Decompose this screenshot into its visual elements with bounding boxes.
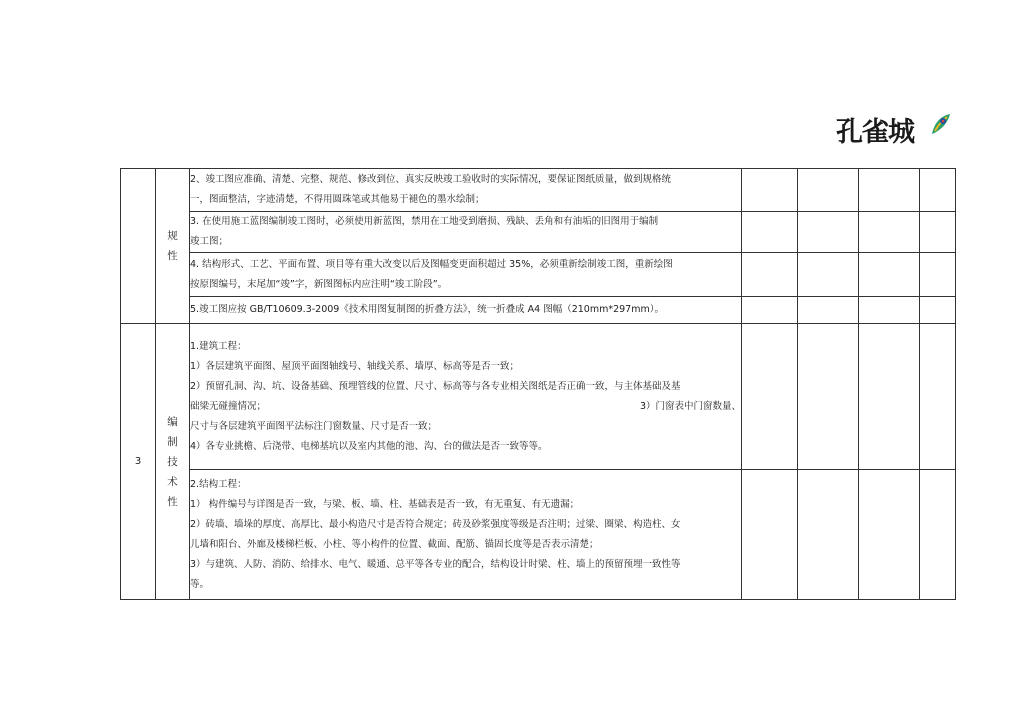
check-cell[interactable] [920, 470, 956, 600]
check-cell[interactable] [859, 212, 920, 253]
check-cell[interactable] [798, 324, 859, 470]
check-cell[interactable] [798, 212, 859, 253]
table-row [121, 169, 956, 212]
check-cell[interactable] [859, 253, 920, 297]
checklist-item: 5.竣工图应按 GB/T10609.3-2009《技术用图复制图的折叠方法》，统一折叠成 A4 图幅（210mm*297mm）。 [190, 297, 742, 324]
checklist-item: 4. 结构形式、工艺、平面布置、项目等有重大改变以后及图幅变更面积超过 35%，必须重新绘制竣工图，重新绘图 按原图编号，末尾加“竣”字，新图图标内应注明“竣工阶段”。 [190, 253, 742, 297]
check-cell[interactable] [859, 470, 920, 600]
check-cell[interactable] [798, 169, 859, 212]
check-cell[interactable] [920, 297, 956, 324]
section-category: 编 制 技 术 性 [156, 324, 190, 600]
review-checklist-table [120, 168, 956, 600]
check-cell[interactable] [798, 253, 859, 297]
section-category: 规 性 [156, 169, 190, 324]
table-row [121, 212, 956, 253]
table-row [121, 324, 956, 470]
check-cell[interactable] [920, 212, 956, 253]
check-cell[interactable] [742, 253, 798, 297]
check-cell[interactable] [742, 324, 798, 470]
checklist-item: 2.结构工程： 1） 构件编号与详图是否一致，与梁、板、墙、柱、基础表是否一致，有无重复、有无遗漏； 2）砖墙、墙垛的厚度、高厚比、最小构造尺寸是否符合规定；砖及砂浆强度等级是否注明；过梁、圈梁、构造柱、女 儿墙和阳台、外廊及楼梯栏板、小柱、等小构件的位置、截面、配筋、锚固长度等是否表示清楚； 3）与建筑、人防、消防、给排水、电气、暖通、总平等各专业的配合，结构设计时梁、柱、墙上的预留预埋一致性等 等。 [190, 470, 742, 600]
check-cell[interactable] [742, 212, 798, 253]
check-cell[interactable] [920, 169, 956, 212]
checklist-item: 3. 在使用施工蓝图编制竣工图时，必须使用新蓝图，禁用在工地受到磨损、残缺、丢角和有油垢的旧图用于编制 竣工图； [190, 212, 742, 253]
check-cell[interactable] [920, 324, 956, 470]
checklist-item: 1.建筑工程： 1）各层建筑平面图、屋顶平面图轴线号、轴线关系、墙厚、标高等是否一致； 2）预留孔洞、沟、坑、设备基础、预埋管线的位置、尺寸、标高等与各专业相关图纸是否正确一致，与主体基础及基 础梁无碰撞情况； 3）门窗表中门窗数量、 尺寸与各层建筑平面图平法标注门窗数量、尺寸是否一致； 4）各专业挑檐、后浇带、电梯基坑以及室内其他的池、沟、台的做法是否一致等等。 [190, 324, 742, 470]
check-cell[interactable] [859, 169, 920, 212]
check-cell[interactable] [742, 297, 798, 324]
table-row [121, 253, 956, 297]
peacock-feather-icon [928, 112, 952, 136]
check-cell[interactable] [920, 253, 956, 297]
table-row [121, 297, 956, 324]
check-cell[interactable] [742, 470, 798, 600]
section-number: 3 [121, 324, 156, 600]
check-cell[interactable] [859, 324, 920, 470]
check-cell[interactable] [798, 297, 859, 324]
section-number [121, 169, 156, 324]
checklist-item: 2、竣工图应准确、清楚、完整、规范、修改到位、真实反映竣工验收时的实际情况，要保证图纸质量，做到规格统 一，图面整洁，字迹清楚，不得用圆珠笔或其他易于褪色的墨水绘制； [190, 169, 742, 212]
check-cell[interactable] [798, 470, 859, 600]
check-cell[interactable] [742, 169, 798, 212]
check-cell[interactable] [859, 297, 920, 324]
table-row [121, 470, 956, 600]
brand-logo [836, 112, 954, 152]
logo-text: 孔雀城 [836, 116, 914, 148]
